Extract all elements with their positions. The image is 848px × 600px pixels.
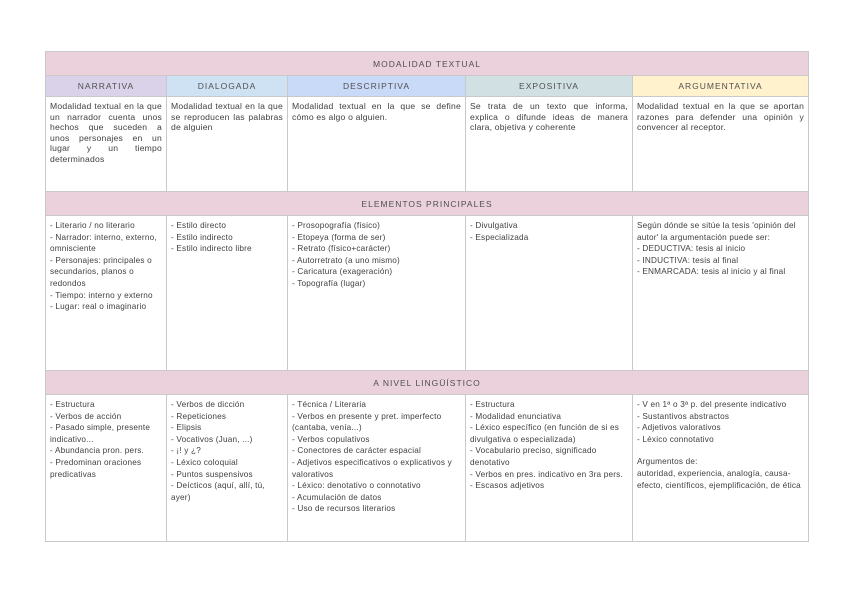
- definition-expositiva: Se trata de un texto que informa, explica o difunde ideas de manera clara, objetiva y coherente: [466, 97, 633, 192]
- definition-dialogada: Modalidad textual en la que se reproducen las palabras de alguien: [167, 97, 288, 192]
- list-item: - Verbos de dicción: [171, 400, 245, 409]
- list-item: - Retrato (físico+carácter): [292, 244, 391, 254]
- nivel-descriptiva: [288, 395, 466, 542]
- list-item: - Tiempo: interno y externo: [50, 290, 153, 300]
- list-item: - Escasos adjetivos: [470, 481, 545, 491]
- list-item: - Verbos copulativos: [292, 434, 370, 444]
- list-item: - Abundancia pron. pers.: [50, 446, 145, 456]
- title-header: MODALIDAD TEXTUAL: [46, 52, 809, 76]
- list-item: - Divulgativa: [470, 221, 518, 230]
- list-item: - Verbos de acción: [50, 411, 122, 421]
- list-item: - Personajes: principales o secundarios, planos o redondos: [50, 255, 152, 288]
- list-item: - Estructura: [50, 400, 95, 409]
- list-item: - Elipsis: [171, 423, 202, 433]
- column-header-expositiva: EXPOSITIVA: [466, 76, 633, 97]
- modalidad-textual-table: [45, 51, 809, 542]
- list-item: - Léxico connotativo: [637, 434, 714, 444]
- list-item: - Pasado simple, presente indicativo...: [50, 423, 151, 444]
- list-item: - Adjetivos especificativos o explicativos y valorativos: [292, 457, 452, 479]
- list-item: - Narrador: interno, externo, omnisciente: [50, 232, 157, 254]
- list-item: - Especializada: [470, 232, 529, 242]
- column-header-descriptiva: DESCRIPTIVA: [288, 76, 466, 97]
- list-item: - Uso de recursos literarios: [292, 504, 396, 514]
- elementos-dialogada: [167, 216, 288, 371]
- list-item: - V en 1ª o 3ª p. del presente indicativo: [637, 400, 787, 409]
- list-item: - Autorretrato (a uno mismo): [292, 255, 400, 265]
- list-item: - Caricatura (exageración): [292, 267, 393, 277]
- nivel-linguistico-header: A NIVEL LINGÜÍSTICO: [46, 371, 809, 395]
- list-item: - Repeticiones: [171, 411, 227, 421]
- list-item: - Estilo directo: [171, 221, 227, 230]
- definition-narrativa: Modalidad textual en la que un narrador cuenta unos hechos que suceden a unos personajes en un lugar y un tiempo determinados: [46, 97, 167, 192]
- list-item: - Vocabulario preciso, significado denotativo: [470, 446, 597, 467]
- nivel-expositiva: [466, 395, 633, 542]
- column-header-dialogada: DIALOGADA: [167, 76, 288, 97]
- list-item: - Etopeya (forma de ser): [292, 232, 386, 242]
- list-item: - ENMARCADA: tesis al inicio y al final: [637, 267, 786, 277]
- list-item: - Estilo indirecto libre: [171, 244, 252, 254]
- elementos-narrativa: [46, 216, 167, 371]
- list-item: - Técnica / Literaria: [292, 400, 367, 409]
- list-item: - Sustantivos abstractos: [637, 411, 730, 421]
- list-item: Según dónde se sitúe la tesis 'opinión del autor' la argumentación puede ser:: [637, 221, 796, 242]
- list-item: - Estilo indirecto: [171, 232, 233, 242]
- list-item: - Predominan oraciones predicativas: [50, 457, 142, 479]
- list-item: - Acumulación de datos: [292, 492, 382, 502]
- list-item: - Lugar: real o imaginario: [50, 302, 147, 312]
- elementos-expositiva: [466, 216, 633, 371]
- list-item: - Vocativos (Juan, ...): [171, 434, 253, 444]
- definition-argumentativa: Modalidad textual en la que se aportan razones para defender una opinión y convencer al receptor.: [633, 97, 809, 192]
- list-item: - Deícticos (aquí, allí, tú, ayer): [171, 481, 265, 502]
- elementos-principales-header: ELEMENTOS PRINCIPALES: [46, 192, 809, 216]
- list-item: - Conectores de carácter espacial: [292, 446, 422, 456]
- list-item: - Literario / no literario: [50, 221, 135, 230]
- list-item: - Léxico específico (en función de si es divulgativa o especializada): [470, 423, 620, 444]
- list-item: - INDUCTIVA: tesis al final: [637, 255, 739, 265]
- elementos-argumentativa: [633, 216, 809, 371]
- list-item: - Modalidad enunciativa: [470, 411, 562, 421]
- elementos-descriptiva: [288, 216, 466, 371]
- nivel-dialogada: [167, 395, 288, 542]
- list-item: Argumentos de:: [637, 457, 698, 467]
- list-item: - Léxico: denotativo o connotativo: [292, 481, 421, 491]
- column-header-argumentativa: ARGUMENTATIVA: [633, 76, 809, 97]
- list-item: - Léxico coloquial: [171, 457, 238, 467]
- list-item: - Estructura: [470, 400, 515, 409]
- list-item: - Puntos suspensivos: [171, 469, 253, 479]
- list-item: - Prosopografía (físico): [292, 221, 381, 230]
- list-item: - Topografía (lugar): [292, 278, 366, 288]
- list-item: autoridad, experiencia, analogía, causa-efecto, científicos, ejemplificación, de ética: [637, 468, 801, 490]
- column-header-narrativa: NARRATIVA: [46, 76, 167, 97]
- spacer: [637, 445, 804, 456]
- nivel-argumentativa: [633, 395, 809, 542]
- list-item: - DEDUCTIVA: tesis al inicio: [637, 244, 746, 254]
- list-item: - Verbos en pres. indicativo en 3ra pers.: [470, 469, 623, 479]
- nivel-narrativa: [46, 395, 167, 542]
- list-item: - ¡! y ¿?: [171, 446, 202, 456]
- list-item: - Verbos en presente y pret. imperfecto (cantaba, venía...): [292, 411, 442, 433]
- list-item: - Adjetivos valorativos: [637, 423, 721, 433]
- definition-descriptiva: Modalidad textual en la que se define cómo es algo o alguien.: [288, 97, 466, 192]
